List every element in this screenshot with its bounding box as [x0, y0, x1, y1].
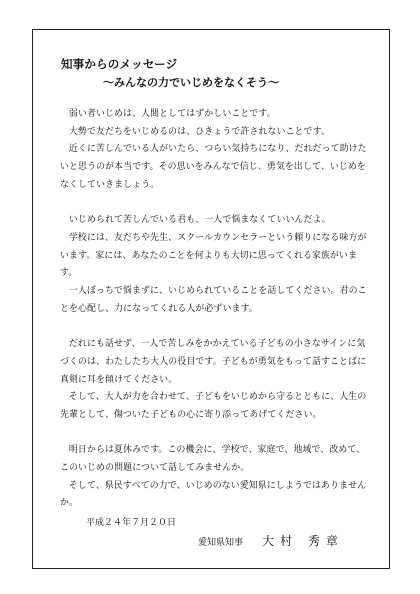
signer-name: 大村 秀章 — [262, 534, 344, 548]
paragraph-8: そして、大人が力を合わせて、子どもをいじめから守るとともに、人生の先輩として、傷ついた子どもの心に寄り添ってあげてください。 — [60, 392, 367, 420]
paragraph-2: 大勢で友だちをいじめるのは、ひきょうで許されないことです。 — [68, 126, 330, 137]
paragraph-1: 弱い者いじめは、人間としてはずかしいことです。 — [68, 109, 276, 119]
paragraph-6: 一人ぼっちで悩まずに、いじめられていることを話してください。君のことを心配し、力になってくれる人が必ずいます。 — [60, 286, 367, 314]
paragraph-5: 学校には、友だちや先生、スクールカウンセラーという頼りになる味方がいます。家には、あなたのことを何よりも大切に思ってくれる家族がいます。 — [60, 232, 367, 279]
paragraph-gap — [60, 318, 372, 336]
message-title: 知事からのメッセージ — [61, 57, 178, 71]
message-subtitle: ～みんなの力でいじめをなくそう～ — [103, 76, 279, 89]
paragraph-9: 明日からは夏休みです。この機会に、学校で、家庭で、地域で、改めて、このいじめの問題について話してみませんか。 — [60, 445, 366, 474]
message-date: 平成２４年７月２０日 — [86, 518, 177, 528]
paragraph-10: そして、県民すべての力で、いじめのない愛知県にしようではありませんか。 — [60, 480, 367, 509]
paragraph-gap — [60, 195, 372, 213]
paragraph-gap — [60, 425, 372, 443]
signer-title: 愛知県知事 — [198, 538, 244, 548]
message-body — [60, 106, 372, 513]
paragraph-3: 近くに苦しんでいる人がいたら、つらい気持ちになり、だれだって助けたいと思うのが本当です。その思いをみんなで信じ、勇気を出して、いじめをなくしていきましょう。 — [60, 144, 367, 190]
paragraph-4: いじめられて苦しんでいる君も、一人で悩まなくていいんだよ。 — [68, 215, 331, 226]
paragraph-7: だれにも話せず、一人で苦しみをかかえている子どもの小さなサインに気づくのは、わたしたち大人の役目です。子どもが勇気をもって話すことばに真剣に耳を傾けてください。 — [60, 339, 367, 385]
